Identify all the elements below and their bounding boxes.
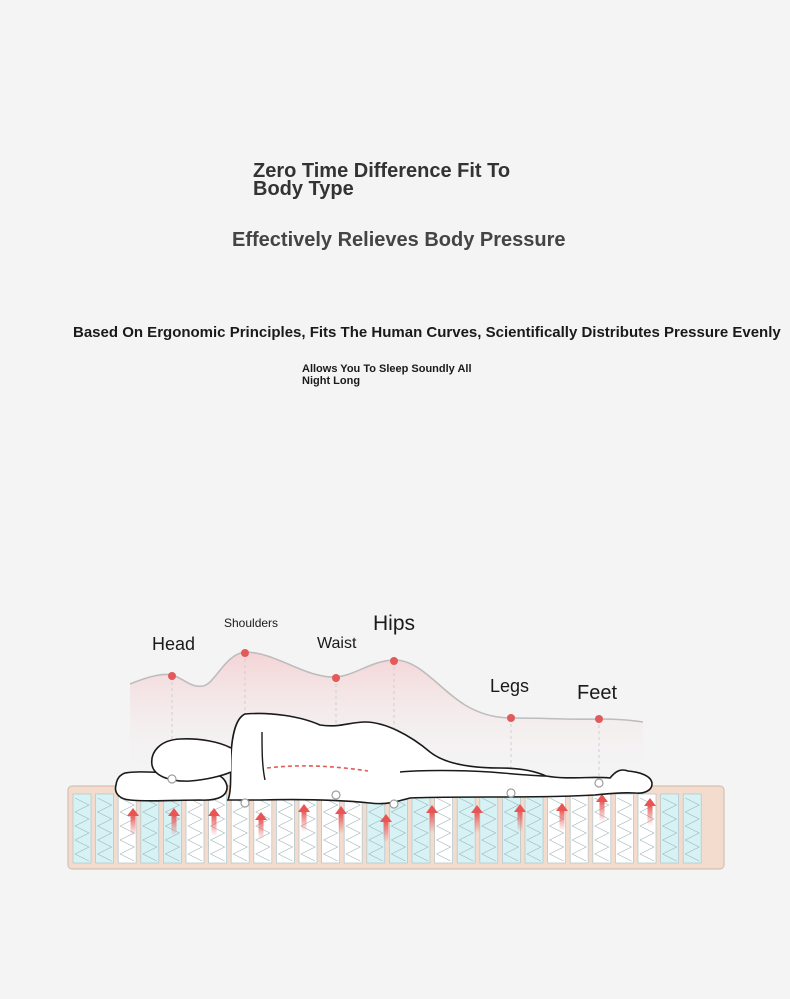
pressure-arrow-shaft: [212, 814, 217, 836]
pressure-arrow-shaft: [518, 810, 523, 832]
headline-subtitle: Effectively Relieves Body Pressure: [232, 229, 566, 251]
headline-title-line2: Body Type: [253, 178, 354, 200]
pressure-arrow-shaft: [302, 810, 307, 832]
pressure-arrow-shaft: [131, 814, 136, 836]
pressure-arrow-shaft: [430, 811, 435, 833]
pressure-arrow-shaft: [172, 814, 177, 836]
description-line2a: Allows You To Sleep Soundly All: [302, 363, 472, 375]
description-line2b: Night Long: [302, 375, 361, 387]
label-hips: Hips: [373, 612, 416, 635]
pressure-arrow-shaft: [339, 812, 344, 834]
pressure-arrow-shaft: [475, 811, 480, 833]
label-shoulders: Shoulders: [224, 616, 279, 630]
sleeping-head: [152, 739, 231, 781]
pressure-arrow-shaft: [259, 818, 264, 840]
label-head: Head: [152, 634, 196, 654]
label-waist: Waist: [317, 635, 357, 652]
description-line1: Based On Ergonomic Principles, Fits The Human Curves, Scientifically Distributes Pressure Evenly: [73, 324, 781, 341]
pressure-arrow-shaft: [384, 820, 389, 842]
pressure-arrow-shaft: [648, 804, 653, 826]
label-legs: Legs: [490, 676, 530, 696]
label-feet: Feet: [577, 682, 618, 704]
pressure-arrow-shaft: [560, 809, 565, 831]
headline-title-line1: Zero Time Difference Fit To: [253, 160, 511, 182]
pressure-arrow-shaft: [600, 800, 605, 822]
